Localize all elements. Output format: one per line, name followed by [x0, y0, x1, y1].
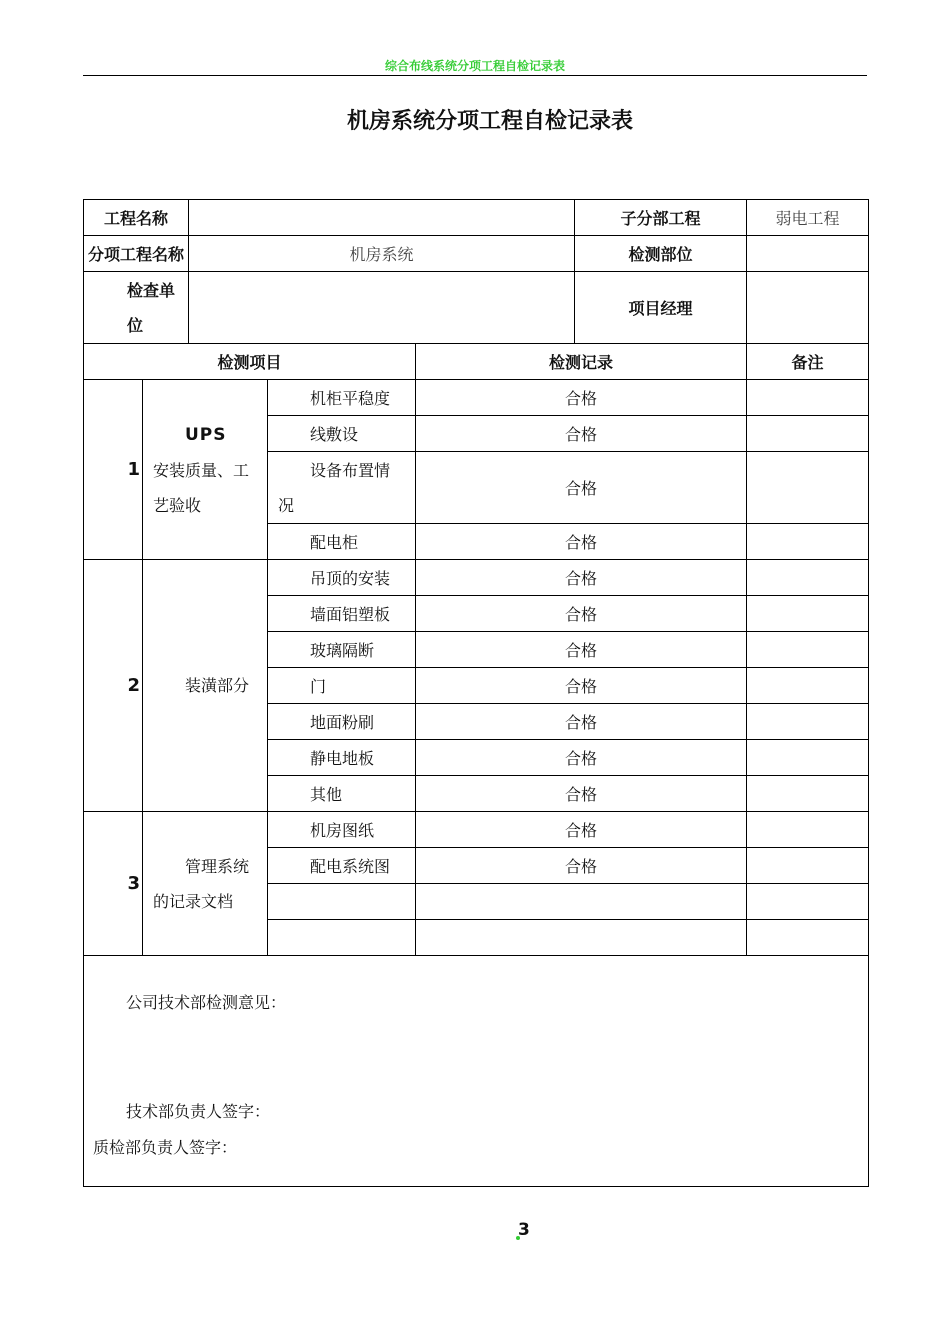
project-name-label: 工程名称 [84, 200, 189, 236]
group-category: 装潢部分 [185, 676, 250, 695]
item-remark[interactable] [747, 632, 869, 668]
page-header: 综合布线系统分项工程自检记录表 [384, 59, 565, 73]
inspection-part-value[interactable] [747, 236, 869, 272]
group-number: 3 [84, 812, 143, 956]
inspection-unit-label [84, 272, 189, 344]
item-record[interactable] [416, 884, 747, 920]
inspection-unit-label-line1: 检查单 [127, 280, 176, 300]
header-rule [83, 75, 867, 76]
sub-project-value[interactable]: 机房系统 [189, 236, 575, 272]
item-name: 配电系统图 [268, 848, 416, 884]
table-row [84, 380, 869, 416]
item-name: 机房图纸 [268, 812, 416, 848]
opinion-row [84, 956, 869, 1187]
sub-project-row [84, 236, 869, 272]
item-record[interactable]: 合格 [416, 560, 747, 596]
group-category-line1: 管理系统 [185, 856, 250, 876]
item-remark[interactable] [747, 524, 869, 560]
item-name: 其他 [268, 776, 416, 812]
table-row [84, 812, 869, 848]
qc-sign-label: 质检部负责人签字： [93, 1138, 238, 1157]
item-name-line1: 设备布置情 [310, 460, 391, 480]
column-header-item: 检测项目 [84, 344, 416, 380]
item-record[interactable]: 合格 [416, 524, 747, 560]
project-name-value[interactable] [189, 200, 575, 236]
project-manager-value[interactable] [747, 272, 869, 344]
opinion-label: 公司技术部检测意见： [126, 993, 287, 1012]
item-record[interactable]: 合格 [416, 596, 747, 632]
item-remark[interactable] [747, 596, 869, 632]
item-remark[interactable] [747, 668, 869, 704]
item-name [268, 884, 416, 920]
group-number: 2 [84, 560, 143, 812]
inspection-unit-value[interactable] [189, 272, 575, 344]
item-record[interactable]: 合格 [416, 380, 747, 416]
item-record[interactable]: 合格 [416, 812, 747, 848]
item-name: 墙面铝塑板 [268, 596, 416, 632]
item-record[interactable] [416, 920, 747, 956]
table-row [84, 560, 869, 596]
group-category-line3: 艺验收 [153, 495, 202, 515]
item-name: 地面粉刷 [268, 704, 416, 740]
group-category-cell [143, 812, 268, 956]
group-category-line1: UPS [185, 424, 227, 445]
inspection-part-label: 检测部位 [575, 236, 747, 272]
item-name [268, 452, 416, 524]
document-title: 机房系统分项工程自检记录表 [346, 109, 633, 134]
column-header-record: 检测记录 [416, 344, 747, 380]
item-name: 机柜平稳度 [268, 380, 416, 416]
item-remark[interactable] [747, 560, 869, 596]
item-remark[interactable] [747, 884, 869, 920]
item-remark[interactable] [747, 416, 869, 452]
item-name: 静电地板 [268, 740, 416, 776]
item-record[interactable]: 合格 [416, 452, 747, 524]
item-name: 玻璃隔断 [268, 632, 416, 668]
item-remark[interactable] [747, 812, 869, 848]
item-record[interactable]: 合格 [416, 776, 747, 812]
item-record[interactable]: 合格 [416, 704, 747, 740]
group-category-cell [143, 380, 268, 560]
column-header-remark: 备注 [747, 344, 869, 380]
inspection-table [83, 199, 869, 1187]
item-remark[interactable] [747, 920, 869, 956]
opinion-block[interactable] [84, 956, 869, 1187]
group-category-line2: 的记录文档 [153, 891, 234, 911]
item-remark[interactable] [747, 776, 869, 812]
item-name [268, 920, 416, 956]
sub-department-label: 子分部工程 [575, 200, 747, 236]
sub-project-label: 分项工程名称 [84, 236, 189, 272]
item-remark[interactable] [747, 380, 869, 416]
item-name: 线敷设 [268, 416, 416, 452]
column-header-row [84, 344, 869, 380]
item-name: 吊顶的安装 [268, 560, 416, 596]
project-name-row [84, 200, 869, 236]
tech-sign-label: 技术部负责人签字： [126, 1102, 271, 1121]
group-category-cell [143, 560, 268, 812]
group-number: 1 [84, 380, 143, 560]
item-record[interactable]: 合格 [416, 632, 747, 668]
item-remark[interactable] [747, 740, 869, 776]
item-remark[interactable] [747, 848, 869, 884]
item-name: 门 [268, 668, 416, 704]
item-remark[interactable] [747, 452, 869, 524]
item-record[interactable]: 合格 [416, 668, 747, 704]
sub-department-value[interactable]: 弱电工程 [747, 200, 869, 236]
item-name: 配电柜 [268, 524, 416, 560]
inspection-unit-row [84, 272, 869, 344]
item-remark[interactable] [747, 704, 869, 740]
page-number: 3 [518, 1220, 530, 1240]
item-name-line2: 况 [278, 495, 295, 515]
group-category-line2: 安装质量、工 [153, 460, 250, 480]
inspection-unit-label-line2: 位 [127, 315, 144, 335]
item-record[interactable]: 合格 [416, 416, 747, 452]
item-record[interactable]: 合格 [416, 740, 747, 776]
project-manager-label: 项目经理 [575, 272, 747, 344]
item-record[interactable]: 合格 [416, 848, 747, 884]
